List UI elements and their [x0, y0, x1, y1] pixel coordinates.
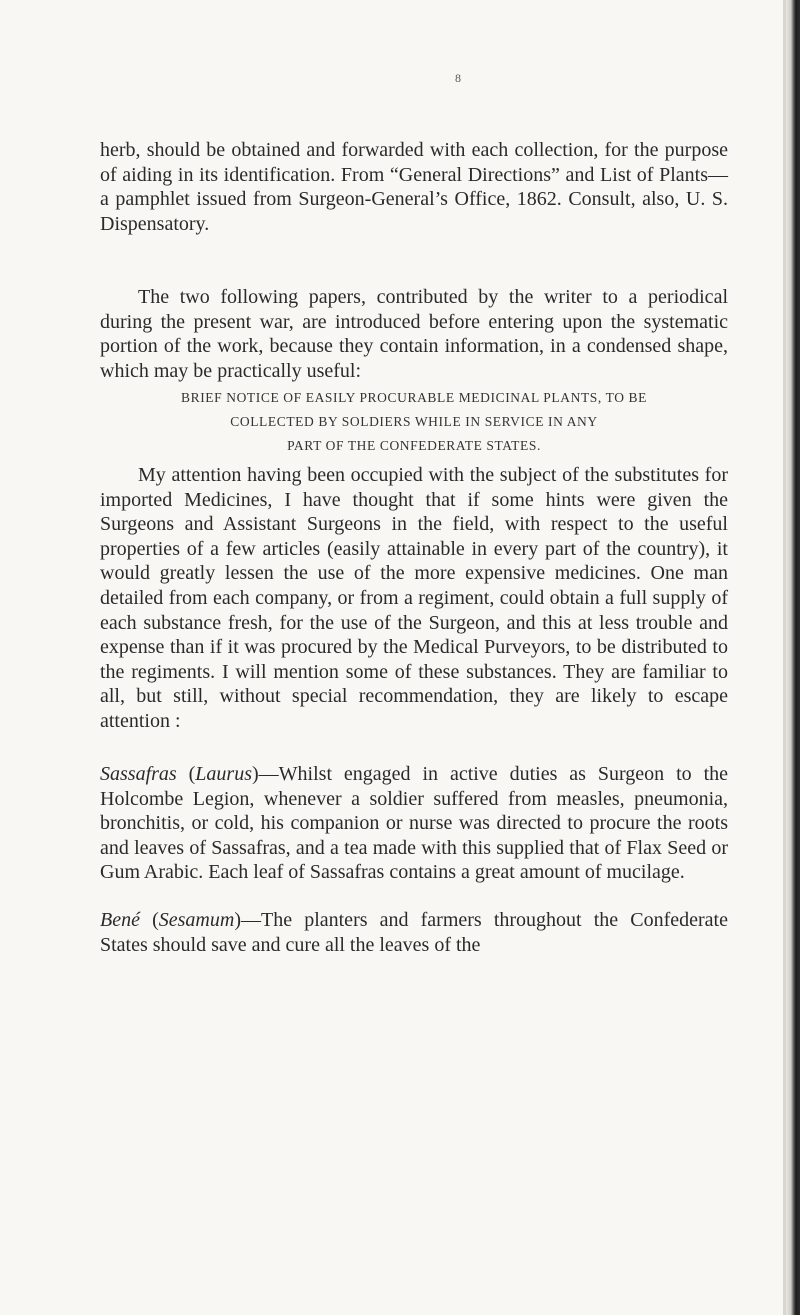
bene-text: —The planters and farmers throughout the Confederate States should save and cure all the leaves of the: [100, 909, 728, 956]
heading-line-1: BRIEF NOTICE OF EASILY PROCURABLE MEDICINAL PLANTS, TO BE: [181, 390, 647, 405]
paragraph-two-papers: [100, 285, 728, 383]
heading-line-2: COLLECTED BY SOLDIERS WHILE IN SERVICE IN ANY: [230, 414, 598, 429]
entry-sassafras: Sassafras (Laurus)—Whilst engaged in active duties as Surgeon to the Holcombe Legion, whenever a soldier suffered from measles, pneumonia, bronchitis, or cold, his companion or nurse was directed to procure the roots and leaves of Sassafras, and a tea made with this supplied that of Flax Seed or Gum Arabic. Each leaf of Sassafras contains a great amount of mucilage.: [100, 763, 729, 884]
para-two-papers: The two following papers, contributed by the writer to a periodical during the present war, are introduced before entering upon the systematic portion of the work, because they contain information, in a condensed shape, which may be practically useful:: [100, 286, 728, 382]
para-herb: herb, should be obtained and forwarded with each collection, for the purpose of aiding in its identification. From “General Directions” and List of Plants—a pamphlet issued from Surgeon-General’s Office, 1862. Consult, also, U. S. Dispensatory.: [100, 139, 728, 235]
entry-bene: Bené (Sesamum)—The planters and farmers throughout the Confederate States should save and cure all the leaves of the: [100, 909, 728, 956]
sassafras-latin: Laurus: [195, 763, 252, 785]
section-heading: [100, 386, 728, 458]
book-spine-edge: [786, 0, 800, 1315]
heading-line-3: PART OF THE CONFEDERATE STATES.: [287, 438, 541, 453]
bene-latin: Sesamum: [158, 909, 235, 931]
sassafras-name: Sassafras: [100, 763, 177, 785]
para-attention: My attention having been occupied with the subject of the substitutes for imported Medicines, I have thought that if some hints were given the Surgeons and Assistant Surgeons in the field, with respect to the useful properties of a few articles (easily attainable in every part of the country), it would greatly lessen the use of the more expensive medicines. One man detailed from each company, or from a regiment, could obtain a full supply of each substance fresh, for the use of the Surgeon, and this at less trouble and expense than if it was procured by the Medical Purveyors, to be distributed to the regiments. I will mention some of these substances. They are familiar to all, but still, without special recommendation, they are likely to escape attention :: [100, 464, 728, 732]
paragraph-intro: [100, 138, 728, 236]
bene-name: Bené: [100, 909, 140, 931]
sassafras-text: —Whilst engaged in active duties as Surgeon to the Holcombe Legion, whenever a soldier suffered from measles, pneumonia, bronchitis, or cold, his companion or nurse was directed to procure the roots and leaves of Sassafras, and a tea made with this supplied that of Flax Seed or Gum Arabic. Each leaf of Sassafras contains a great amount of mucilage.: [100, 763, 729, 884]
page-number: 8: [455, 71, 461, 85]
paragraph-attention: [100, 463, 728, 734]
